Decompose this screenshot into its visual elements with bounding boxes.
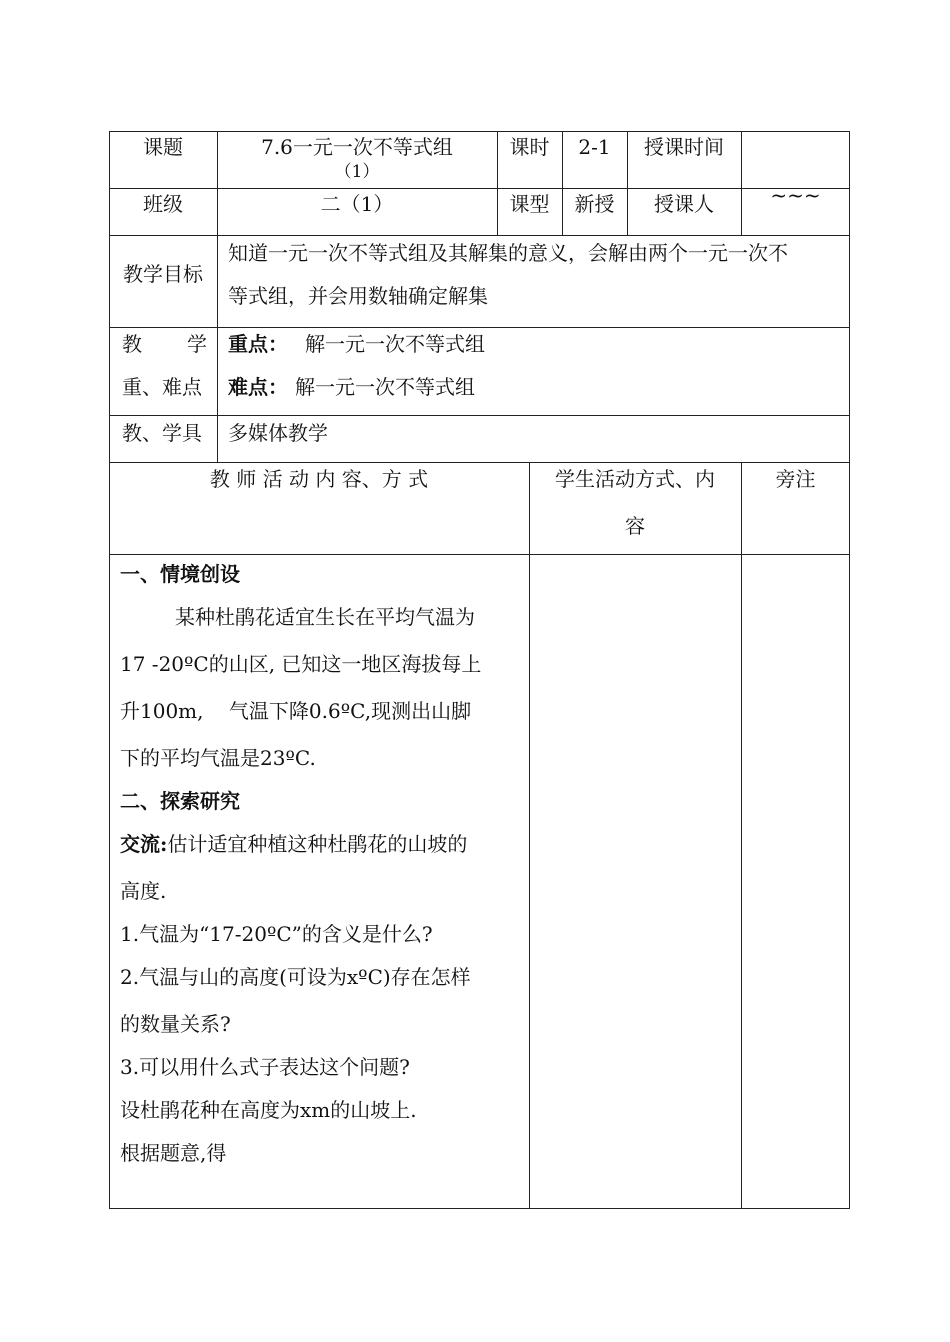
scenario-line-4: 下的平均气温是23ºC. — [120, 746, 316, 770]
row-divider — [109, 188, 850, 189]
key-point-label: 重点： — [228, 332, 288, 356]
difficulty-label: 难点： — [228, 375, 288, 399]
key-point-text: 解一元一次不等式组 — [305, 332, 485, 356]
student-activity-header-cont: 容 — [625, 514, 645, 538]
exchange-text: 估计适宜种植这种杜鹃花的山坡的 — [167, 832, 468, 856]
column-divider — [529, 462, 530, 1209]
scenario-line-2: 17 -20ºC的山区, 已知这一地区海拔每上 — [120, 652, 482, 676]
class-label: 班级 — [143, 192, 183, 216]
focus-label-b: 学 — [187, 332, 207, 356]
question-2: 2.气温与山的高度(可设为xºC)存在怎样 — [120, 965, 471, 989]
exchange-line — [120, 828, 525, 857]
question-1: 1.气温为“17-20ºC”的含义是什么? — [120, 922, 433, 946]
student-activity-header: 学生活动方式、内 — [555, 467, 715, 491]
subject-value: 7.6一元一次不等式组 — [261, 135, 453, 159]
goals-text-line2: 等式组，并会用数轴确定解集 — [228, 284, 488, 308]
tools-value: 多媒体教学 — [228, 421, 328, 445]
goals-label: 教学目标 — [123, 262, 203, 286]
subject-label: 课题 — [143, 135, 183, 159]
question-2-cont: 的数量关系? — [120, 1012, 231, 1036]
focus-label-a: 教 — [122, 332, 142, 356]
subject-value-suffix: （1） — [334, 162, 380, 182]
tools-label: 教、学具 — [122, 421, 202, 445]
row-divider — [109, 462, 850, 463]
exchange-line-2: 高度. — [120, 879, 167, 903]
section-1-title: 一、情境创设 — [120, 562, 240, 586]
class-value: 二（1） — [320, 192, 394, 216]
goals-text-line1: 知道一元一次不等式组及其解集的意义，会解由两个一元一次不 — [228, 241, 788, 265]
column-divider — [741, 462, 742, 1209]
focus-label-line2: 重、难点 — [122, 375, 202, 399]
notes-header: 旁注 — [775, 467, 816, 491]
question-3: 3.可以用什么式子表达这个问题? — [120, 1055, 410, 1079]
according-text: 根据题意,得 — [120, 1141, 227, 1165]
scenario-line-3: 升100m, 气温下降0.6ºC,现测出山脚 — [120, 699, 472, 723]
set-variable-text: 设杜鹃花种在高度为xm的山坡上. — [120, 1098, 417, 1122]
exchange-label: 交流: — [120, 832, 168, 856]
time-label: 授课时间 — [644, 135, 724, 159]
row-divider — [109, 415, 850, 416]
section-2-title: 二、探索研究 — [120, 789, 240, 813]
teacher-value: ~~~ — [770, 183, 821, 207]
teacher-label: 授课人 — [654, 192, 714, 216]
period-value: 2-1 — [578, 135, 611, 159]
row-divider — [109, 554, 850, 555]
period-label: 课时 — [509, 135, 550, 159]
row-divider — [109, 327, 850, 328]
teacher-activity-header: 教 师 活 动 内 容、方 式 — [209, 467, 429, 491]
type-value: 新授 — [574, 192, 615, 216]
type-label: 课型 — [509, 192, 550, 216]
scenario-line-1: 某种杜鹃花适宜生长在平均气温为 — [175, 605, 475, 629]
difficulty-text: 解一元一次不等式组 — [295, 375, 475, 399]
row-divider — [109, 235, 850, 236]
